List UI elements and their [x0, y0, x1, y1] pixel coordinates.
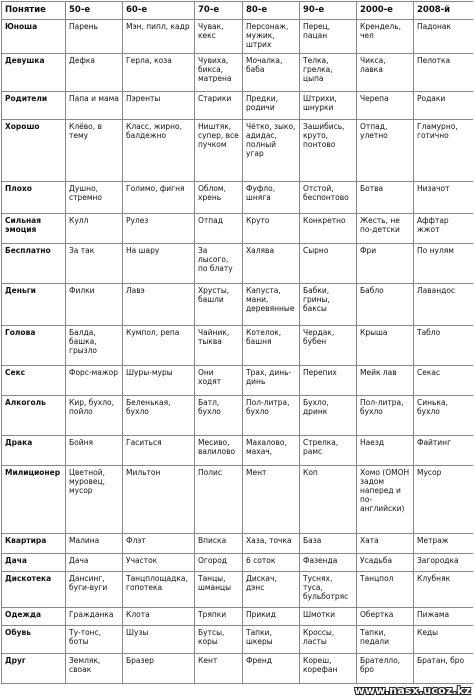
- row-concept-cell: Девушка: [2, 54, 66, 92]
- slang-cell: Круто: [243, 214, 300, 244]
- slang-cell: Шмотки: [300, 608, 357, 626]
- table-row: [2, 54, 474, 92]
- slang-cell: Цветной, муровец, мусор: [66, 466, 123, 534]
- row-concept-cell: Родители: [2, 92, 66, 120]
- slang-cell: Шузы: [123, 626, 195, 654]
- slang-cell: 6 соток: [243, 554, 300, 572]
- slang-cell: Парень: [66, 20, 123, 54]
- slang-cell: Участок: [123, 554, 195, 572]
- slang-cell: Тапки, педали: [357, 626, 414, 654]
- slang-cell: Мент: [243, 466, 300, 534]
- slang-cell: Тряпки: [195, 608, 243, 626]
- header-80s: 80-е: [243, 2, 300, 20]
- slang-cell: Земляк, своак: [66, 654, 123, 684]
- slang-cell: Сырно: [300, 244, 357, 284]
- slang-cell: Мейк лав: [357, 366, 414, 396]
- slang-cell: Жесть, не по-детски: [357, 214, 414, 244]
- slang-cell: Пэренты: [123, 92, 195, 120]
- slang-cell: Капуста, мани, деревянные: [243, 284, 300, 326]
- slang-cell: Кроссы, ласты: [300, 626, 357, 654]
- slang-cell: Гражданка: [66, 608, 123, 626]
- row-concept-cell: Друг: [2, 654, 66, 684]
- slang-cell: Низачот: [414, 182, 474, 214]
- slang-cell: Секас: [414, 366, 474, 396]
- slang-cell: Персонаж, мужик, штрих: [243, 20, 300, 54]
- row-concept-cell: Бесплатно: [2, 244, 66, 284]
- slang-cell: Душно, стремно: [66, 182, 123, 214]
- slang-cell: Синька, бухло: [414, 396, 474, 436]
- slang-cell: Чердак, бубен: [300, 326, 357, 366]
- slang-cell: Лавэ: [123, 284, 195, 326]
- slang-cell: Френд: [243, 654, 300, 684]
- header-90s: 90-е: [300, 2, 357, 20]
- slang-cell: Махалово, махач,: [243, 436, 300, 466]
- slang-cell: За так: [66, 244, 123, 284]
- slang-cell: Чётко, зыко, адидас, полный угар: [243, 120, 300, 182]
- slang-cell: Рулез: [123, 214, 195, 244]
- table-row: [2, 436, 474, 466]
- row-concept-cell: Одежда: [2, 608, 66, 626]
- slang-cell: Хрусты, башли: [195, 284, 243, 326]
- header-60s: 60-е: [123, 2, 195, 20]
- slang-cell: Ту-тонс, боты: [66, 626, 123, 654]
- slang-cell: Хомо (ОМОН задом наперед и по-английски): [357, 466, 414, 534]
- slang-cell: Крендель, чел: [357, 20, 414, 54]
- slang-cell: Мусор: [414, 466, 474, 534]
- slang-cell: Кент: [195, 654, 243, 684]
- slang-cell: Батл, бухло: [195, 396, 243, 436]
- slang-cell: Пол-литра, бухло: [243, 396, 300, 436]
- slang-cell: Кеды: [414, 626, 474, 654]
- slang-cell: База: [300, 534, 357, 554]
- slang-cell: Бабки, грины, баксы: [300, 284, 357, 326]
- slang-cell: Клубняк: [414, 572, 474, 608]
- slang-cell: Лавандос: [414, 284, 474, 326]
- slang-cell: Дефка: [66, 54, 123, 92]
- slang-cell: Танцы, шманцы: [195, 572, 243, 608]
- slang-cell: Конкретно: [300, 214, 357, 244]
- table-row: [2, 182, 474, 214]
- slang-cell: Перец, пацан: [300, 20, 357, 54]
- table-row: [2, 284, 474, 326]
- slang-cell: Штрихи, шнурки: [300, 92, 357, 120]
- slang-cell: Отпад, улетно: [357, 120, 414, 182]
- table-row: [2, 572, 474, 608]
- slang-cell: Кир, бухло, пойло: [66, 396, 123, 436]
- row-concept-cell: Секс: [2, 366, 66, 396]
- slang-cell: Ботва: [357, 182, 414, 214]
- row-concept-cell: Милиционер: [2, 466, 66, 534]
- slang-cell: Полис: [195, 466, 243, 534]
- slang-cell: Они ходят: [195, 366, 243, 396]
- slang-cell: Флэт: [123, 534, 195, 554]
- row-concept-cell: Юноша: [2, 20, 66, 54]
- slang-cell: Кулл: [66, 214, 123, 244]
- table-row: [2, 120, 474, 182]
- slang-cell: Усадьба: [357, 554, 414, 572]
- slang-cell: Танцпол: [357, 572, 414, 608]
- header-70s: 70-е: [195, 2, 243, 20]
- slang-cell: Пол-литра, бухло: [357, 396, 414, 436]
- row-concept-cell: Дача: [2, 554, 66, 572]
- slang-cell: Гаситься: [123, 436, 195, 466]
- slang-cell: По нулям: [414, 244, 474, 284]
- slang-cell: Бойня: [66, 436, 123, 466]
- slang-cell: Мильтон: [123, 466, 195, 534]
- slang-cell: Брателло, бро: [357, 654, 414, 684]
- row-concept-cell: Квартира: [2, 534, 66, 554]
- slang-cell: Крыша: [357, 326, 414, 366]
- slang-cell: Гламурно, готично: [414, 120, 474, 182]
- slang-cell: Форс-мажор: [66, 366, 123, 396]
- slang-cell: Табло: [414, 326, 474, 366]
- table-row: [2, 396, 474, 436]
- slang-cell: Файтинг: [414, 436, 474, 466]
- slang-cell: Вписка: [195, 534, 243, 554]
- slang-cell: Фуфло, шняга: [243, 182, 300, 214]
- slang-table: [1, 1, 473, 684]
- slang-cell: Кореш, корефан: [300, 654, 357, 684]
- slang-cell: Облом, хрень: [195, 182, 243, 214]
- slang-cell: Дача: [66, 554, 123, 572]
- slang-cell: Дансинг, буги-вуги: [66, 572, 123, 608]
- slang-cell: Беленькая, бухло: [123, 396, 195, 436]
- table-row: [2, 366, 474, 396]
- header-2000s: 2000-е: [357, 2, 414, 20]
- header-row: [2, 2, 474, 20]
- slang-cell: Дискач, дэнс: [243, 572, 300, 608]
- slang-cell: Наезд: [357, 436, 414, 466]
- slang-cell: Зашибись, круто, понтово: [300, 120, 357, 182]
- table-row: [2, 626, 474, 654]
- slang-cell: Бабло: [357, 284, 414, 326]
- slang-cell: Пижама: [414, 608, 474, 626]
- slang-cell: Метраж: [414, 534, 474, 554]
- slang-table-container: [1, 1, 473, 698]
- slang-cell: Предки, родичи: [243, 92, 300, 120]
- slang-cell: Голимо, фигня: [123, 182, 195, 214]
- table-row: [2, 466, 474, 534]
- slang-cell: Танцплощадка, гопотека: [123, 572, 195, 608]
- slang-cell: Туснях, туса, бульботряс: [300, 572, 357, 608]
- slang-cell: Чайник, тыква: [195, 326, 243, 366]
- row-concept-cell: Алкоголь: [2, 396, 66, 436]
- slang-cell: Фри: [357, 244, 414, 284]
- row-concept-cell: Хорошо: [2, 120, 66, 182]
- slang-cell: Малина: [66, 534, 123, 554]
- table-row: [2, 554, 474, 572]
- slang-cell: Шуры-муры: [123, 366, 195, 396]
- table-body: [2, 20, 474, 684]
- slang-cell: Прикид: [243, 608, 300, 626]
- table-row: [2, 654, 474, 684]
- slang-cell: Фазенда: [300, 554, 357, 572]
- table-row: [2, 608, 474, 626]
- row-concept-cell: Голова: [2, 326, 66, 366]
- slang-cell: Падонак: [414, 20, 474, 54]
- row-concept-cell: Дискотека: [2, 572, 66, 608]
- header-concept: Понятие: [2, 2, 66, 20]
- slang-cell: Халява: [243, 244, 300, 284]
- slang-cell: Мэн, пипл, кадр: [123, 20, 195, 54]
- row-concept-cell: Деньги: [2, 284, 66, 326]
- slang-cell: Герла, коза: [123, 54, 195, 92]
- slang-cell: Пелотка: [414, 54, 474, 92]
- table-row: [2, 20, 474, 54]
- slang-cell: Месиво, валилово: [195, 436, 243, 466]
- slang-cell: Тапки, шкеры: [243, 626, 300, 654]
- slang-cell: Хаза, точка: [243, 534, 300, 554]
- slang-cell: Родаки: [414, 92, 474, 120]
- table-row: [2, 534, 474, 554]
- slang-cell: За лысого, по блату: [195, 244, 243, 284]
- slang-cell: Старики: [195, 92, 243, 120]
- slang-cell: Папа и мама: [66, 92, 123, 120]
- slang-cell: Стрелка, рамс: [300, 436, 357, 466]
- slang-cell: Братан, бро: [414, 654, 474, 684]
- slang-cell: На шару: [123, 244, 195, 284]
- slang-cell: Мочалка, баба: [243, 54, 300, 92]
- slang-cell: Коп: [300, 466, 357, 534]
- slang-cell: Огород: [195, 554, 243, 572]
- slang-cell: Обертка: [357, 608, 414, 626]
- slang-cell: Чувиха, бикса, матрена: [195, 54, 243, 92]
- slang-cell: Балда, башка, грызло: [66, 326, 123, 366]
- slang-cell: Трах, динь-динь: [243, 366, 300, 396]
- table-row: [2, 214, 474, 244]
- header-2008: 2008-й: [414, 2, 474, 20]
- slang-cell: Чикса, лавка: [357, 54, 414, 92]
- slang-cell: Отпад: [195, 214, 243, 244]
- slang-cell: Кумпол, репа: [123, 326, 195, 366]
- row-concept-cell: Плохо: [2, 182, 66, 214]
- watermark: www.nasx.ucoz.kz: [354, 684, 471, 697]
- slang-cell: Клёво, в тему: [66, 120, 123, 182]
- slang-cell: Черепа: [357, 92, 414, 120]
- slang-cell: Отстой, беспонтово: [300, 182, 357, 214]
- slang-cell: Телка, грелка, цыпа: [300, 54, 357, 92]
- slang-cell: Бухло, дринк: [300, 396, 357, 436]
- slang-cell: Хата: [357, 534, 414, 554]
- row-concept-cell: Обувь: [2, 626, 66, 654]
- slang-cell: Чувак, кекс: [195, 20, 243, 54]
- header-50s: 50-е: [66, 2, 123, 20]
- slang-cell: Ништяк, супер, все пучком: [195, 120, 243, 182]
- table-row: [2, 244, 474, 284]
- slang-cell: Загородка: [414, 554, 474, 572]
- slang-cell: Клота: [123, 608, 195, 626]
- slang-cell: Бразер: [123, 654, 195, 684]
- slang-cell: Бутсы, коры: [195, 626, 243, 654]
- slang-cell: Аффтар жжот: [414, 214, 474, 244]
- slang-cell: Класс, жирно, балдежно: [123, 120, 195, 182]
- table-row: [2, 326, 474, 366]
- row-concept-cell: Сильная эмоция: [2, 214, 66, 244]
- slang-cell: Филки: [66, 284, 123, 326]
- slang-cell: Котелок, башня: [243, 326, 300, 366]
- row-concept-cell: Драка: [2, 436, 66, 466]
- table-row: [2, 92, 474, 120]
- slang-cell: Перепих: [300, 366, 357, 396]
